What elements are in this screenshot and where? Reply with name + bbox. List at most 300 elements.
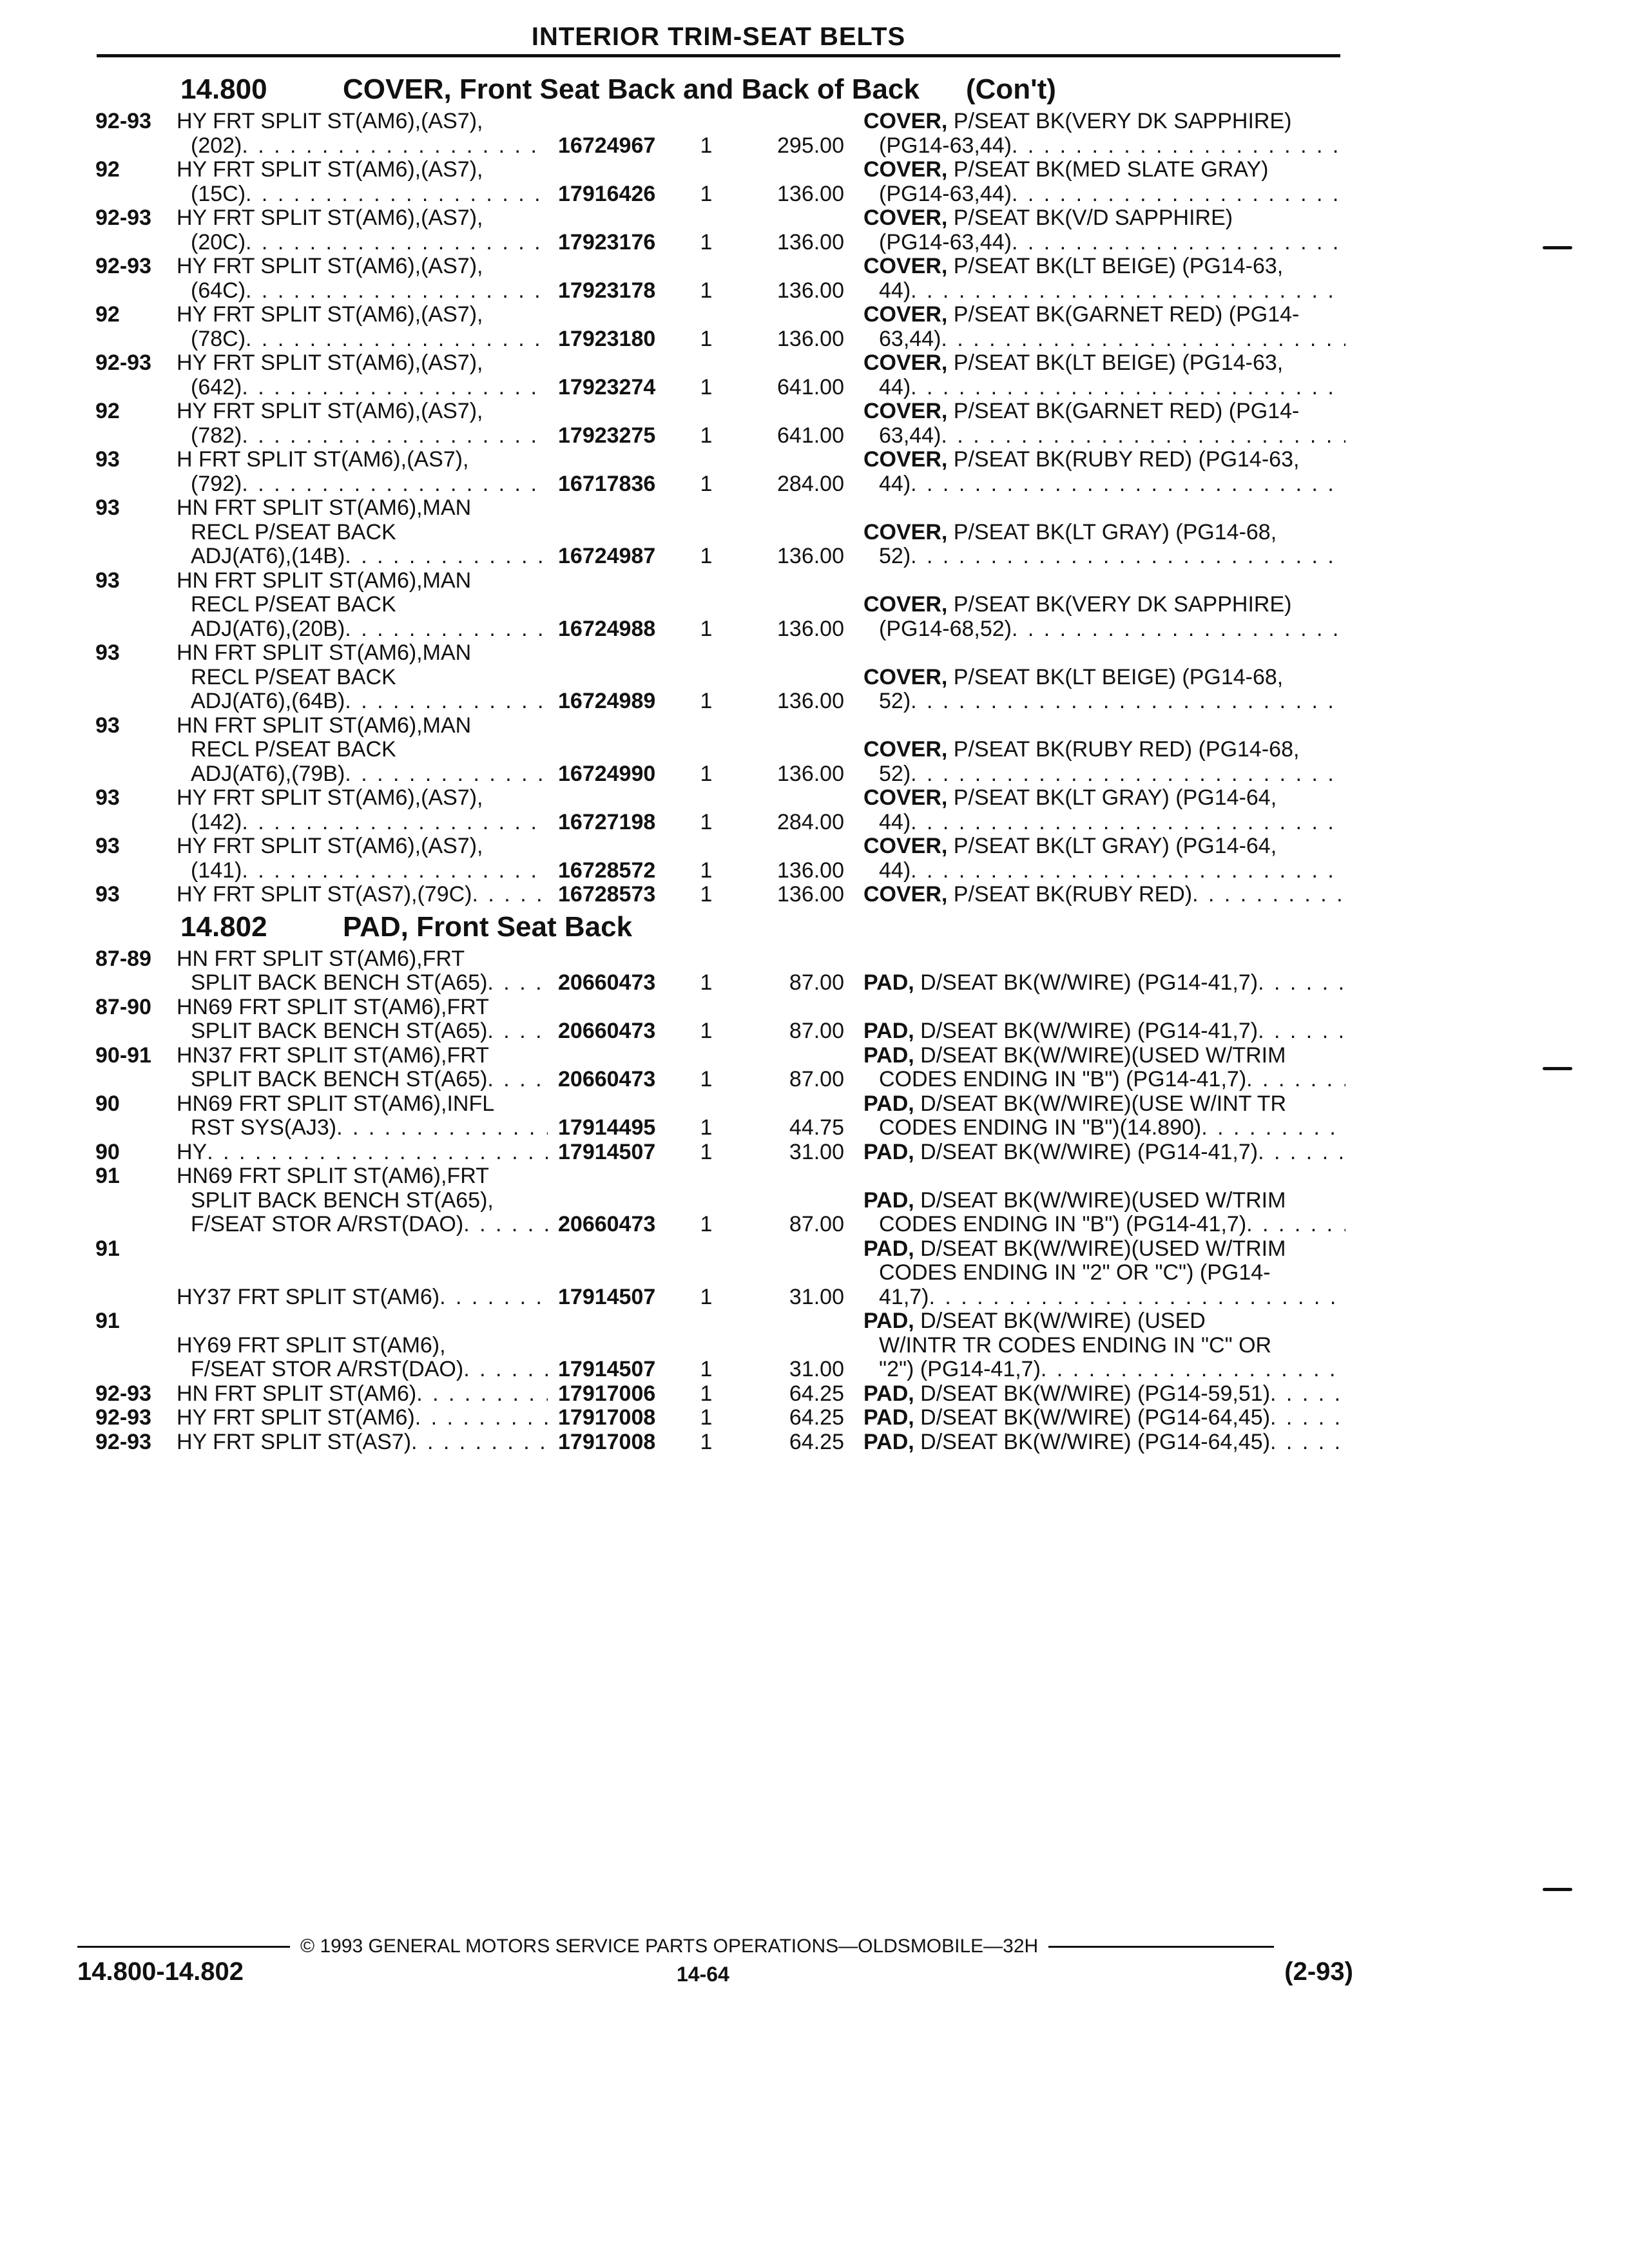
page-footer xyxy=(77,1936,1353,1990)
leader-dots xyxy=(1258,1019,1345,1044)
description-text: COVER, P/SEAT BK(GARNET RED) (PG14- xyxy=(863,303,1300,327)
model-line xyxy=(177,617,548,642)
model-line-text: HY37 FRT SPLIT ST(AM6) xyxy=(177,1285,440,1309)
part-number: 16727198 xyxy=(558,809,656,834)
quantity: 1 xyxy=(700,1429,713,1454)
model-description xyxy=(177,1334,548,1382)
description-line xyxy=(863,1261,1345,1285)
model-line: HN FRT SPLIT ST(AM6),MAN xyxy=(177,713,472,738)
quantity: 1 xyxy=(700,1381,713,1406)
leader-dots xyxy=(242,811,548,835)
price: 136.00 xyxy=(777,616,844,641)
description-text: PAD, D/SEAT BK(W/WIRE) (PG14-64,45) xyxy=(863,1430,1271,1454)
part-number: 17923180 xyxy=(558,326,656,351)
part-description xyxy=(863,738,1345,786)
model-description xyxy=(177,1382,548,1407)
model-line xyxy=(177,1358,548,1382)
description-text: COVER, P/SEAT BK(LT GRAY) (PG14-64, xyxy=(863,834,1277,858)
leader-dots xyxy=(242,859,548,883)
part-description xyxy=(863,1382,1345,1407)
model-line xyxy=(177,883,548,907)
part-description xyxy=(863,1044,1345,1092)
model-year: 92-93 xyxy=(95,1429,151,1454)
parts-entry xyxy=(95,569,1345,642)
leader-dots xyxy=(487,1019,548,1044)
description-line xyxy=(863,206,1345,231)
leader-dots xyxy=(911,811,1345,835)
footer-copyright-line xyxy=(77,1936,1353,1957)
part-description xyxy=(863,1189,1345,1237)
quantity: 1 xyxy=(700,1139,713,1164)
leader-dots xyxy=(911,376,1345,400)
footer-date-code: (2-93) xyxy=(1284,1957,1353,1986)
model-year: 92-93 xyxy=(95,1381,151,1406)
model-description xyxy=(177,158,548,206)
model-year: 93 xyxy=(95,834,120,858)
quantity: 1 xyxy=(700,1115,713,1140)
parts-entry xyxy=(95,399,1345,448)
part-number: 20660473 xyxy=(558,970,656,995)
description-text: COVER, P/SEAT BK(V/D SAPPHIRE) xyxy=(863,206,1233,230)
part-number: 16724987 xyxy=(558,544,656,568)
model-description xyxy=(177,1285,548,1310)
part-description xyxy=(863,834,1345,883)
parts-entry xyxy=(95,883,1345,907)
model-year: 92-93 xyxy=(95,254,151,278)
part-description xyxy=(863,786,1345,834)
part-number: 17917006 xyxy=(558,1381,656,1406)
model-year: 93 xyxy=(95,447,120,472)
quantity: 1 xyxy=(700,882,713,907)
model-description xyxy=(177,1164,548,1237)
description-line xyxy=(863,158,1345,182)
model-line: HN FRT SPLIT ST(AM6),MAN xyxy=(177,641,472,665)
model-line xyxy=(177,544,548,569)
leader-dots xyxy=(463,1358,548,1382)
part-description xyxy=(863,1140,1345,1165)
section-number: 14.800 xyxy=(180,73,267,105)
price: 136.00 xyxy=(777,326,844,351)
description-text: (PG14-63,44) xyxy=(879,133,1012,158)
model-year: 93 xyxy=(95,882,120,907)
model-line-text: (15C) xyxy=(191,182,246,206)
description-line xyxy=(863,1382,1345,1407)
section-title: COVER, Front Seat Back and Back of Back xyxy=(343,73,920,105)
model-description xyxy=(177,1430,548,1455)
part-number: 17923178 xyxy=(558,278,656,303)
footer-rule-left xyxy=(77,1946,290,1948)
model-line-text: SPLIT BACK BENCH ST(A65) xyxy=(191,1068,488,1091)
parts-entry xyxy=(95,995,1345,1044)
model-year: 90 xyxy=(95,1139,120,1164)
model-line-text: RST SYS(AJ3) xyxy=(191,1116,337,1140)
model-line xyxy=(177,1140,548,1165)
model-line: HN FRT SPLIT ST(AM6),MAN xyxy=(177,568,472,593)
quantity: 1 xyxy=(700,278,713,303)
section-number: 14.802 xyxy=(180,910,267,943)
parts-entry xyxy=(95,1309,1345,1382)
parts-entry xyxy=(95,1430,1345,1455)
model-line: RECL P/SEAT BACK xyxy=(191,665,396,689)
price: 87.00 xyxy=(789,1067,844,1091)
leader-dots xyxy=(911,689,1345,714)
model-line-text: (78C) xyxy=(191,327,246,351)
leader-dots xyxy=(1012,231,1345,255)
model-year: 93 xyxy=(95,568,120,593)
quantity: 1 xyxy=(700,1405,713,1430)
model-line xyxy=(177,1116,548,1140)
leader-dots xyxy=(1258,971,1345,995)
leader-dots xyxy=(242,376,548,400)
margin-mark xyxy=(1543,246,1572,249)
description-text: 63,44) xyxy=(879,423,941,448)
model-description xyxy=(177,303,548,351)
model-year: 92-93 xyxy=(95,351,151,375)
description-text: CODES ENDING IN "B") (PG14-41,7) xyxy=(879,1068,1247,1091)
leader-dots xyxy=(1258,1140,1345,1165)
part-description xyxy=(863,666,1345,714)
description-text: 52) xyxy=(879,762,911,786)
model-description xyxy=(177,1140,548,1165)
description-line xyxy=(863,448,1345,472)
parts-entry xyxy=(95,1406,1345,1430)
description-text: 44) xyxy=(879,375,911,399)
model-year: 87-89 xyxy=(95,946,151,971)
description-line xyxy=(863,666,1345,690)
model-description xyxy=(177,255,548,303)
model-year: 91 xyxy=(95,1164,120,1188)
price: 136.00 xyxy=(777,761,844,786)
model-line: RECL P/SEAT BACK xyxy=(191,520,396,544)
price: 64.25 xyxy=(789,1381,844,1406)
part-number: 17917008 xyxy=(558,1405,656,1430)
footer-copyright: © 1993 GENERAL MOTORS SERVICE PARTS OPERATIONS—OLDSMOBILE—32H xyxy=(300,1936,1039,1957)
price: 31.00 xyxy=(789,1284,844,1309)
model-line xyxy=(177,231,548,255)
description-text: CODES ENDING IN "2" OR "C") (PG14- xyxy=(879,1261,1271,1285)
model-line: HY69 FRT SPLIT ST(AM6), xyxy=(177,1333,446,1358)
quantity: 1 xyxy=(700,1067,713,1091)
model-line xyxy=(177,689,548,714)
part-number: 17923274 xyxy=(558,374,656,399)
part-number: 17914507 xyxy=(558,1284,656,1309)
price: 64.25 xyxy=(789,1405,844,1430)
leader-dots xyxy=(242,472,548,497)
description-line xyxy=(863,303,1345,327)
model-line: HY FRT SPLIT ST(AM6),(AS7), xyxy=(177,206,483,230)
model-description xyxy=(177,351,548,399)
quantity: 1 xyxy=(700,1212,713,1236)
description-line xyxy=(863,1406,1345,1430)
leader-dots xyxy=(911,762,1345,787)
description-text: (PG14-63,44) xyxy=(879,182,1012,206)
price: 641.00 xyxy=(777,423,844,448)
description-text: PAD, D/SEAT BK(W/WIRE) (PG14-41,7) xyxy=(863,1140,1258,1164)
quantity: 1 xyxy=(700,858,713,883)
description-text: COVER, P/SEAT BK(RUBY RED) xyxy=(863,883,1193,907)
description-line xyxy=(863,1237,1345,1262)
model-description xyxy=(177,206,548,255)
leader-dots xyxy=(911,859,1345,883)
quantity: 1 xyxy=(700,471,713,496)
model-line xyxy=(177,1382,548,1407)
description-line xyxy=(863,1285,1345,1310)
part-description xyxy=(863,521,1345,569)
leader-dots xyxy=(929,1285,1346,1310)
model-year: 92 xyxy=(95,157,120,182)
part-number: 17923275 xyxy=(558,423,656,448)
description-text: COVER, P/SEAT BK(RUBY RED) (PG14-68, xyxy=(863,738,1300,762)
model-description xyxy=(177,448,548,496)
part-description xyxy=(863,303,1345,351)
part-description xyxy=(863,399,1345,448)
quantity: 1 xyxy=(700,1284,713,1309)
model-line: HY FRT SPLIT ST(AM6),(AS7), xyxy=(177,255,483,278)
model-description xyxy=(177,569,548,642)
model-line: H FRT SPLIT ST(AM6),(AS7), xyxy=(177,448,469,472)
model-line-text: (20C) xyxy=(191,230,246,255)
parts-entry xyxy=(95,947,1345,995)
price: 136.00 xyxy=(777,544,844,568)
model-line-text: F/SEAT STOR A/RST(DAO) xyxy=(191,1213,464,1236)
parts-entry xyxy=(95,1237,1345,1310)
description-line xyxy=(863,786,1345,811)
model-line xyxy=(177,762,548,787)
model-year: 91 xyxy=(95,1309,120,1333)
description-line xyxy=(863,593,1345,617)
description-text: PAD, D/SEAT BK(W/WIRE) (PG14-41,7) xyxy=(863,971,1258,995)
model-year: 93 xyxy=(95,640,120,665)
price: 136.00 xyxy=(777,689,844,713)
running-title: INTERIOR TRIM-SEAT BELTS xyxy=(531,23,906,51)
model-line-text: (642) xyxy=(191,375,242,399)
part-description xyxy=(863,971,1345,995)
model-line: HY FRT SPLIT ST(AM6),(AS7), xyxy=(177,834,483,858)
description-text: COVER, P/SEAT BK(RUBY RED) (PG14-63, xyxy=(863,448,1300,472)
parts-entry xyxy=(95,448,1345,496)
leader-dots xyxy=(1012,617,1345,642)
quantity: 1 xyxy=(700,970,713,995)
leader-dots xyxy=(345,762,548,787)
description-text: COVER, P/SEAT BK(LT BEIGE) (PG14-63, xyxy=(863,255,1284,278)
leader-dots xyxy=(345,617,548,642)
part-description xyxy=(863,1430,1345,1455)
model-line-text: SPLIT BACK BENCH ST(A65) xyxy=(191,971,488,995)
leader-dots xyxy=(246,231,548,255)
description-line xyxy=(863,738,1345,762)
model-line-text: F/SEAT STOR A/RST(DAO) xyxy=(191,1358,464,1381)
model-line: HY FRT SPLIT ST(AM6),(AS7), xyxy=(177,786,483,810)
price: 31.00 xyxy=(789,1139,844,1164)
description-line xyxy=(863,110,1345,134)
model-description xyxy=(177,641,548,714)
quantity: 1 xyxy=(700,1019,713,1043)
part-description xyxy=(863,448,1345,496)
price: 284.00 xyxy=(777,809,844,834)
leader-dots xyxy=(1270,1406,1345,1430)
description-line xyxy=(863,971,1345,995)
leader-dots xyxy=(246,327,548,352)
description-text: COVER, P/SEAT BK(LT BEIGE) (PG14-68, xyxy=(863,665,1284,689)
model-line: HY FRT SPLIT ST(AM6),(AS7), xyxy=(177,351,483,375)
model-description xyxy=(177,786,548,834)
section-heading xyxy=(95,72,1345,107)
model-year: 93 xyxy=(95,713,120,738)
leader-dots xyxy=(246,279,548,303)
quantity: 1 xyxy=(700,181,713,206)
parts-entry xyxy=(95,496,1345,569)
leader-dots xyxy=(463,1213,548,1237)
model-line-text: (141) xyxy=(191,858,242,883)
model-line: SPLIT BACK BENCH ST(A65), xyxy=(191,1188,494,1213)
parts-entry xyxy=(95,255,1345,303)
model-description xyxy=(177,1044,548,1092)
description-text: COVER, P/SEAT BK(LT GRAY) (PG14-68, xyxy=(863,520,1277,544)
part-number: 17914495 xyxy=(558,1115,656,1140)
model-year: 87-90 xyxy=(95,994,151,1019)
description-text: 44) xyxy=(879,278,911,303)
model-description xyxy=(177,110,548,158)
parts-entry xyxy=(95,786,1345,834)
leader-dots xyxy=(411,1430,548,1455)
leader-dots xyxy=(242,424,548,448)
description-line xyxy=(863,521,1345,545)
description-text: COVER, P/SEAT BK(MED SLATE GRAY) xyxy=(863,158,1269,182)
parts-entry xyxy=(95,714,1345,787)
description-line xyxy=(863,1334,1345,1358)
description-text: PAD, D/SEAT BK(W/WIRE) (PG14-59,51) xyxy=(863,1381,1271,1406)
description-line xyxy=(863,231,1345,255)
description-text: PAD, D/SEAT BK(W/WIRE)(USE W/INT TR xyxy=(863,1091,1287,1116)
description-text: 63,44) xyxy=(879,327,941,351)
part-number: 20660473 xyxy=(558,1212,656,1236)
part-number: 20660473 xyxy=(558,1067,656,1091)
model-year: 92 xyxy=(95,399,120,423)
model-line: HY FRT SPLIT ST(AM6),(AS7), xyxy=(177,158,483,182)
leader-dots xyxy=(1192,883,1345,907)
model-line: HN69 FRT SPLIT ST(AM6),FRT xyxy=(177,995,489,1019)
description-text: COVER, P/SEAT BK(VERY DK SAPPHIRE) xyxy=(863,593,1292,617)
model-line xyxy=(177,811,548,835)
part-number: 16724989 xyxy=(558,689,656,713)
description-text: PAD, D/SEAT BK(W/WIRE) (PG14-41,7) xyxy=(863,1019,1258,1043)
model-line: HY FRT SPLIT ST(AM6),(AS7), xyxy=(177,110,483,133)
price: 87.00 xyxy=(789,1212,844,1236)
quantity: 1 xyxy=(700,229,713,255)
leader-dots xyxy=(345,544,548,569)
leader-dots xyxy=(1270,1430,1345,1455)
part-description xyxy=(863,883,1345,907)
leader-dots xyxy=(345,689,548,714)
model-line-text: HY FRT SPLIT ST(AS7),(79C) xyxy=(177,883,472,907)
description-line xyxy=(863,1140,1345,1165)
parts-entry xyxy=(95,351,1345,399)
model-line-text: HN FRT SPLIT ST(AM6) xyxy=(177,1381,417,1406)
description-line xyxy=(863,1068,1345,1092)
leader-dots xyxy=(911,279,1345,303)
part-description xyxy=(863,593,1345,641)
description-line xyxy=(863,255,1345,279)
model-line: HN37 FRT SPLIT ST(AM6),FRT xyxy=(177,1043,489,1068)
price: 87.00 xyxy=(789,1019,844,1043)
description-line xyxy=(863,327,1345,352)
quantity: 1 xyxy=(700,689,713,713)
part-description xyxy=(863,255,1345,303)
parts-entry xyxy=(95,1092,1345,1140)
quantity: 1 xyxy=(700,374,713,399)
part-description xyxy=(863,1406,1345,1430)
margin-mark xyxy=(1543,1888,1572,1891)
model-year: 93 xyxy=(95,785,120,810)
description-line xyxy=(863,1189,1345,1213)
description-line xyxy=(863,472,1345,497)
quantity: 1 xyxy=(700,1357,713,1381)
description-line xyxy=(863,1116,1345,1140)
model-line: RECL P/SEAT BACK xyxy=(191,738,396,762)
leader-dots xyxy=(911,544,1345,569)
page-header xyxy=(97,21,1340,57)
description-line xyxy=(863,279,1345,303)
description-line xyxy=(863,1213,1345,1237)
leader-dots xyxy=(207,1140,548,1165)
quantity: 1 xyxy=(700,809,713,834)
part-number: 16728573 xyxy=(558,882,656,907)
description-text: PAD, D/SEAT BK(W/WIRE) (USED xyxy=(863,1309,1206,1333)
description-line xyxy=(863,859,1345,883)
model-line: HY FRT SPLIT ST(AM6),(AS7), xyxy=(177,399,483,423)
parts-entry xyxy=(95,206,1345,255)
part-number: 16724967 xyxy=(558,133,656,158)
model-description xyxy=(177,883,548,907)
description-text: (PG14-68,52) xyxy=(879,617,1012,641)
model-line: HN FRT SPLIT ST(AM6),MAN xyxy=(177,496,472,520)
description-text: 52) xyxy=(879,689,911,713)
part-description xyxy=(863,1092,1345,1140)
price: 44.75 xyxy=(789,1115,844,1140)
quantity: 1 xyxy=(700,544,713,568)
parts-entry xyxy=(95,641,1345,714)
parts-entry xyxy=(95,1140,1345,1165)
model-line xyxy=(177,971,548,995)
price: 87.00 xyxy=(789,970,844,995)
price: 136.00 xyxy=(777,858,844,883)
model-line xyxy=(177,1068,548,1092)
leader-dots xyxy=(242,134,548,159)
part-description xyxy=(863,1019,1345,1044)
description-line xyxy=(863,399,1345,424)
part-description xyxy=(863,206,1345,255)
part-number: 17917008 xyxy=(558,1429,656,1454)
leader-dots xyxy=(472,883,548,907)
model-line-text: ADJ(AT6),(20B) xyxy=(191,617,345,641)
leader-dots xyxy=(439,1285,548,1310)
description-line xyxy=(863,376,1345,400)
model-line-text: (64C) xyxy=(191,278,246,303)
part-number: 17914507 xyxy=(558,1357,656,1381)
description-text: PAD, D/SEAT BK(W/WIRE)(USED W/TRIM xyxy=(863,1188,1286,1213)
parts-entry xyxy=(95,1382,1345,1407)
model-line-text: SPLIT BACK BENCH ST(A65) xyxy=(191,1019,488,1043)
leader-dots xyxy=(941,327,1345,352)
model-line xyxy=(177,279,548,303)
model-line xyxy=(177,182,548,207)
description-line xyxy=(863,424,1345,448)
model-line xyxy=(177,1019,548,1044)
leader-dots xyxy=(487,1068,548,1092)
parts-entry xyxy=(95,158,1345,206)
part-description xyxy=(863,158,1345,206)
price: 136.00 xyxy=(777,278,844,303)
